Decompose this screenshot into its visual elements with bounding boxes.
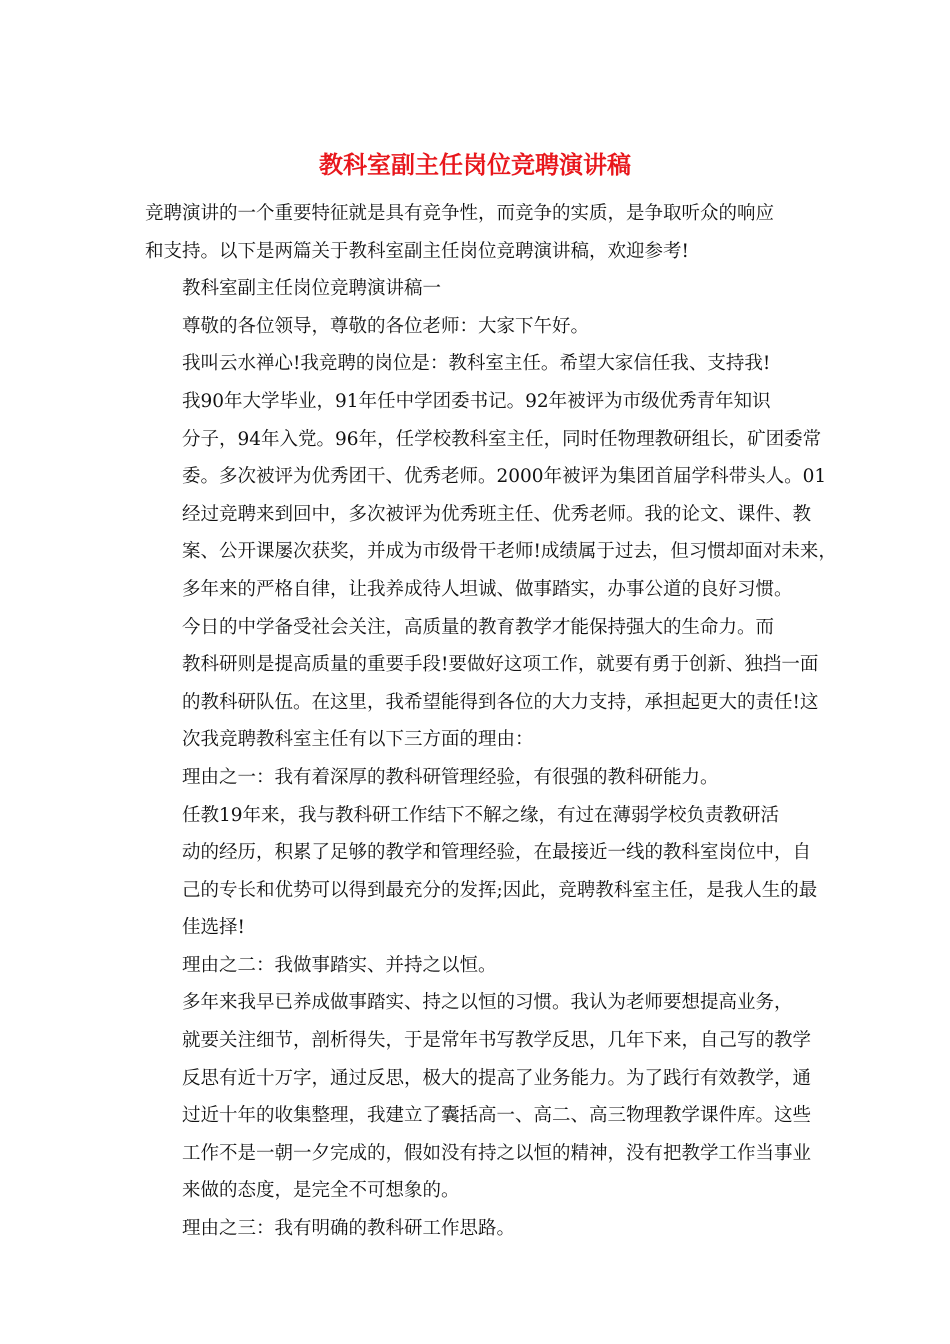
text-line: 我90年大学毕业，91年任中学团委书记。92年被评为市级优秀青年知识 <box>182 390 771 412</box>
text-line: 多年来我早已养成做事踏实、持之以恒的习惯。我认为老师要想提高业务， <box>182 992 793 1014</box>
document-body <box>145 195 837 1248</box>
text-line: 我叫云水禅心!我竞聘的岗位是：教科室主任。希望大家信任我、支持我! <box>182 353 771 375</box>
text-line: 工作不是一朝一夕完成的，假如没有持之以恒的精神，没有把教学工作当事业 <box>182 1142 812 1164</box>
text-line: 今日的中学备受社会关注，高质量的教育教学才能保持强大的生命力。而 <box>182 616 775 638</box>
paragraph <box>145 947 825 985</box>
text-line: 任教19年来，我与教科研工作结下不解之缘，有过在薄弱学校负责教研活 <box>182 804 780 826</box>
text-line: 多年来的严格自律，让我养成待人坦诚、做事踏实，办事公道的良好习惯。 <box>182 578 793 600</box>
text-line: 佳选择! <box>182 917 245 939</box>
text-line: 经过竞聘来到回中，多次被评为优秀班主任、优秀老师。我的论文、课件、教 <box>182 503 812 525</box>
paragraph <box>145 308 825 346</box>
paragraph <box>145 383 837 609</box>
text-line: 尊敬的各位领导，尊敬的各位老师：大家下午好。 <box>182 315 590 337</box>
text-line: 理由之二：我做事踏实、并持之以恒。 <box>182 954 497 976</box>
text-line: 就要关注细节，剖析得失，于是常年书写教学反思，几年下来，自己写的教学 <box>182 1030 812 1052</box>
text-line: 的教科研队伍。在这里，我希望能得到各位的大力支持，承担起更大的责任!这 <box>182 691 819 713</box>
paragraph <box>145 609 825 759</box>
text-line: 反思有近十万字，通过反思，极大的提高了业务能力。为了践行有效教学，通 <box>182 1067 812 1089</box>
text-line: 竞聘演讲的一个重要特征就是具有竞争性，而竞争的实质，是争取听众的响应 <box>145 203 775 224</box>
paragraph <box>145 195 825 270</box>
text-line: 案、公开课屡次获奖，并成为市级骨干老师!成绩属于过去，但习惯却面对未来， <box>182 541 837 563</box>
text-line: 和支持。以下是两篇关于教科室副主任岗位竞聘演讲稿，欢迎参考! <box>145 240 689 262</box>
text-line: 次我竞聘教科室主任有以下三方面的理由： <box>182 729 534 751</box>
text-line: 动的经历，积累了足够的教学和管理经验，在最接近一线的教科室岗位中，自 <box>182 842 812 864</box>
text-line: 过近十年的收集整理，我建立了囊括高一、高二、高三物理教学课件库。这些 <box>182 1105 812 1127</box>
text-line: 理由之三：我有明确的教科研工作思路。 <box>182 1218 516 1240</box>
paragraph <box>145 984 825 1210</box>
paragraph <box>145 345 825 383</box>
document-title: 教科室副主任岗位竞聘演讲稿 <box>319 150 631 179</box>
paragraph <box>145 1210 825 1248</box>
text-line: 委。多次被评为优秀团干、优秀老师。2000年被评为集团首届学科带头人。01 <box>182 466 827 488</box>
text-line: 教科研则是提高质量的重要手段!要做好这项工作，就要有勇于创新、独挡一面 <box>182 654 819 676</box>
paragraph <box>145 759 825 797</box>
text-line: 教科室副主任岗位竞聘演讲稿一 <box>182 278 442 300</box>
text-line: 分子，94年入党。96年，任学校教科室主任，同时任物理教研组长，矿团委常 <box>182 428 822 450</box>
text-line: 理由之一：我有着深厚的教科研管理经验，有很强的教科研能力。 <box>182 766 719 788</box>
text-line: 来做的态度，是完全不可想象的。 <box>182 1180 460 1202</box>
paragraph <box>145 797 825 947</box>
text-line: 己的专长和优势可以得到最充分的发挥;因此，竞聘教科室主任，是我人生的最 <box>182 879 818 901</box>
paragraph <box>145 270 825 308</box>
